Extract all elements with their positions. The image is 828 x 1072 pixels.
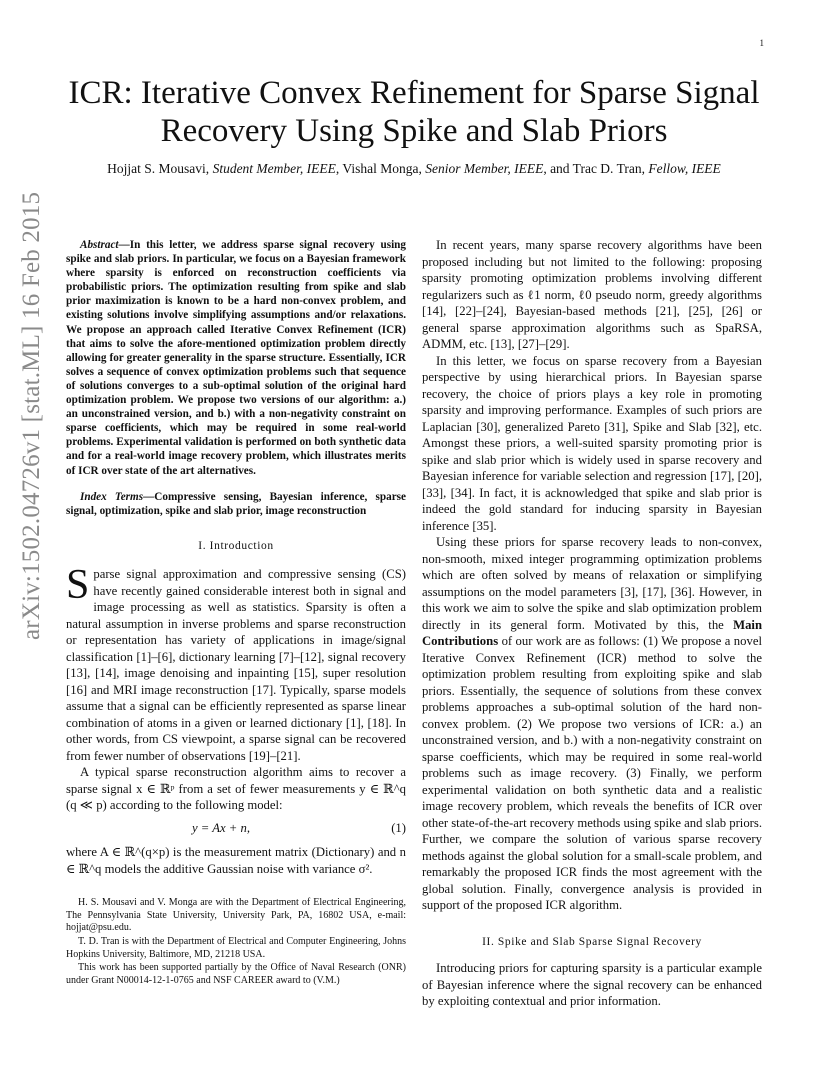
author-2-role: Senior Member, IEEE (425, 161, 544, 176)
section-2-heading: II. Spike and Slab Sparse Signal Recovery (482, 935, 702, 948)
index-terms (66, 490, 406, 518)
left-column (66, 238, 406, 988)
equation-1-body: y = Ax + n, (191, 820, 251, 835)
index-terms-text: —Compressive sensing, Bayesian inference, sparse signal, optimization, spike and slab prior, image reconstruction (66, 490, 406, 517)
abstract-text: —In this letter, we address sparse signal recovery using spike and slab priors. In particular, we focus on a Bayesian framework where sparsity is enforced on reconstruction coefficients via probabilistic priors. The optimization resulting from spike and slab prior maximization is known to be a hard non-convex problem, and existing solutions involve simplifying assumptions and/or relaxations. We propose an approach called Iterative Convex Refinement (ICR) that aims to solve the afore-mentioned optimization problem directly allowing for greater generality in the sparse structure. Essentially, ICR solves a sequence of convex optimization problems such that sequence of solutions converges to a sub-optimal solution of the original hard optimization problem. We propose two versions of our algorithm: a.) an unconstrained version, and b.) with a non-negativity constraint on sparse coefficients, which may be required in some real-world problems. Experimental validation is performed on both synthetic data and for a real-world image recovery problem, which illustrates merits of ICR over state of the art alternatives. (66, 239, 406, 477)
main-contributions-label: Main Contributions (422, 617, 762, 648)
abstract-label: Abstract (80, 239, 119, 251)
paper-title (0, 74, 828, 150)
author-3-role: Fellow, IEEE (648, 161, 721, 176)
right-paragraph-3-part-b: of our work are as follows: (1) We propose a novel Iterative Convex Refinement (ICR) method to solve the optimization problem resulting from exploiting spike and slab priors. Essentially, the sequence of solutions from these convex problems approaches a sub-optimal solution of the hard non-convex problem. (2) We propose two versions of ICR: a.) an unconstrained version, and b.) with a non-negativity constraint on sparse coefficients, which may be required in some real-world problems such as image recovery. (3) Finally, we perform experimental validation on both synthetic data and a realistic image recovery problem, which reveals the benefits of ICR over other state-of-the-art recovery methods using spike and slab priors. Further, we compare the solution of various sparse recovery methods against the global solution for a small-scale problem, and remarkably the proposed ICR finds the most agreement with the global solution. Finally, convergence analysis is provided in support of the proposed ICR algorithm. (422, 634, 762, 912)
right-paragraph-1: In recent years, many sparse recovery algorithms have been proposed including but not limited to the following: proposing sparsity promoting optimization problems involving different regularizers such as ℓ1 norm, ℓ0 pseudo norm, greedy algorithms [14], [22]–[24], Bayesian-based methods [21], [25], [26] or general sparse approximation algorithms such as SpaRSA, ADMM, etc. [13], [27]–[29]. (422, 238, 762, 351)
intro-paragraph-2: A typical sparse reconstruction algorithm aims to recover a sparse signal x ∈ ℝᵖ from a set of fewer measurements y ∈ ℝ^q (q ≪ p) according to the following model: (66, 765, 406, 813)
footnote-affiliation-1: H. S. Mousavi and V. Monga are with the Department of Electrical Engineering, The Pennsylvania State University, University Park, PA, 16802 USA, e-mail: hojjat@psu.edu. (66, 897, 406, 934)
author-1-role: Student Member, IEEE (212, 161, 336, 176)
page-number: 1 (759, 38, 764, 48)
abstract (66, 238, 406, 478)
intro-paragraph-1-text: parse signal approximation and compressive sensing (CS) have recently gained considerable interest both in signal and image processing as well as statistics. Sparsity is often a natural assumption in inverse problems and sparse reconstruction or representation has variety of applications in image/signal classification [1]–[6], dictionary learning [7]–[12], signal recovery [13], [14], image denoising and inpainting [15], super resolution [16] and MRI image reconstruction [17]. Typically, sparse models assume that a signal can be efficiently represented as sparse linear combination of atoms in a given or learned dictionary [1], [18]. In other words, from CS viewpoint, a sparse signal can be recovered from fewer number of observations [19]–[21]. (66, 567, 406, 763)
intro-paragraph-1 (66, 562, 406, 764)
right-paragraph-2: In this letter, we focus on sparse recovery from a Bayesian perspective by using hierarchical priors. In Bayesian sparse recovery, the choice of priors plays a key role in promoting sparsity and improving performance. Examples of such priors are Laplacian [30], generalized Pareto [31], Spike and Slab [32], etc. Amongst these priors, a well-suited sparsity promoting prior is spike and slab prior which is widely used in sparse recovery and Bayesian inference for variable selection and regression [17], [20], [33], [34]. In fact, it is acknowledged that spike and slab prior is indeed the gold standard for inducing sparsity in Bayesian inference [35]. (422, 353, 762, 533)
right-paragraph-3-part-a: Using these priors for sparse recovery leads to non-convex, non-smooth, mixed integer programming optimization problems which are often solved by means of relaxation or simplifying assumptions on the model parameters [3], [17], [36]. However, in this work we aim to solve the spike and slab optimization problem directly in its general form. Motivated by this, the (422, 535, 762, 632)
author-1: Hojjat S. Mousavi, (107, 161, 213, 176)
right-column (422, 237, 762, 1010)
right-paragraph-3 (422, 534, 762, 914)
drop-cap: S (66, 562, 90, 609)
footnote-affiliation-2: T. D. Tran is with the Department of Electrical and Computer Engineering, Johns Hopkins University, Baltimore, MD, 21218 USA. (66, 936, 406, 960)
footnotes (66, 897, 406, 987)
equation-1-number: (1) (391, 820, 406, 835)
title-line-1: ICR: Iterative Convex Refinement for Sparse Signal (68, 75, 760, 111)
title-line-2: Recovery Using Spike and Slab Priors (160, 113, 668, 149)
intro-paragraph-3: where A ∈ ℝ^(q×p) is the measurement matrix (Dictionary) and n ∈ ℝ^q models the additive Gaussian noise with variance σ². (66, 845, 406, 876)
section-1-heading: I. Introduction (198, 539, 274, 552)
footnote-funding: This work has been supported partially by the Office of Naval Research (ONR) under Grant N00014-12-1-0765 and NSF CAREER award to (V.M.) (66, 962, 406, 986)
author-2: , Vishal Monga, (335, 161, 426, 176)
index-terms-label: Index Terms (80, 490, 144, 503)
right-paragraph-4: Introducing priors for capturing sparsity is a particular example of Bayesian inference where the signal recovery can be enhanced by exploiting contextual and prior information. (422, 961, 762, 1008)
author-3: , and Trac D. Tran, (543, 161, 649, 176)
equation-1 (66, 820, 406, 837)
arxiv-identifier: arXiv:1502.04726v1 [stat.ML] 16 Feb 2015 (18, 191, 45, 640)
author-list (60, 161, 768, 177)
